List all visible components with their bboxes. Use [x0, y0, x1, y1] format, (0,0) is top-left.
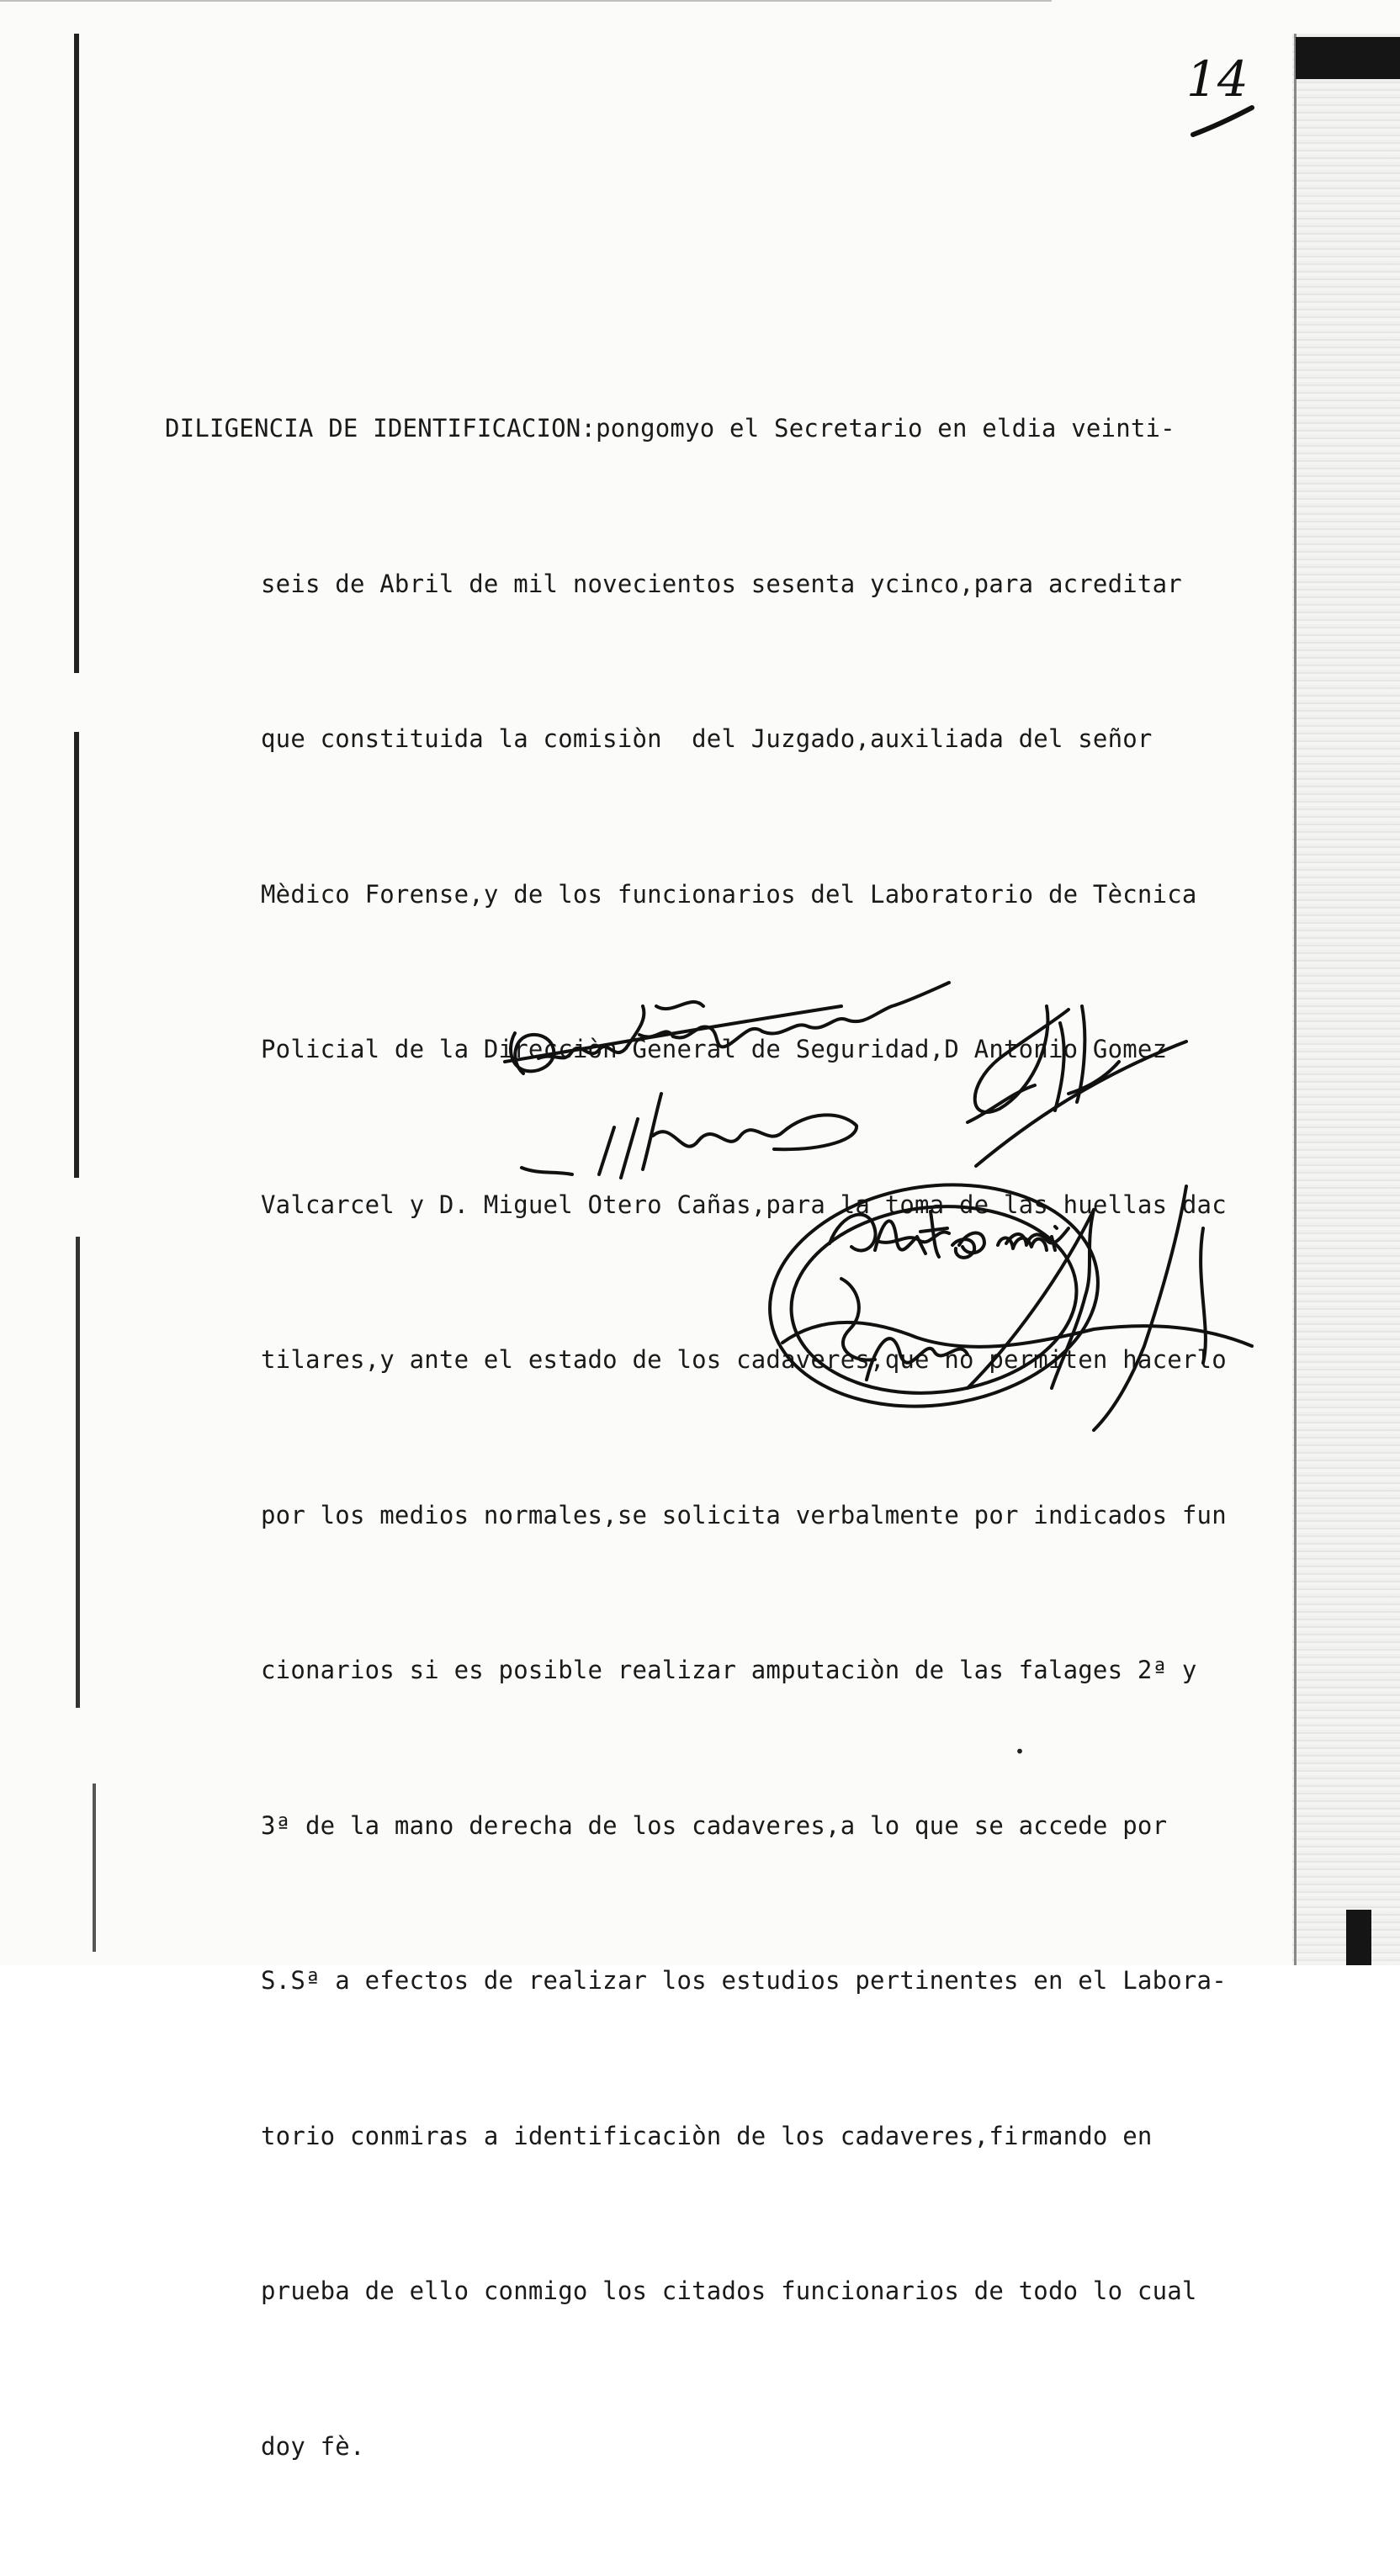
diligencia-text [165, 299, 1292, 2576]
ink-speck: • [1015, 1741, 1026, 1762]
page-number-underline [1186, 101, 1262, 143]
text-line: por los medios normales,se solicita verbalmente por indicados fun [261, 1500, 1227, 1529]
text-line: DILIGENCIA DE IDENTIFICACION:pongomyo el Secretario en eldia veinti- [165, 414, 1175, 443]
text-line: tilares,y ante el estado de los cadaveres,que no permiten hacerlo [261, 1345, 1227, 1374]
scan-top-edge [0, 0, 1052, 2]
scan-left-edge [74, 732, 79, 1178]
scan-left-edge [93, 1784, 96, 1952]
scan-right-border [1294, 34, 1297, 1965]
scan-left-edge [74, 34, 79, 673]
text-line: Mèdico Forense,y de los funcionarios del Laboratorio de Tècnica [261, 879, 1197, 909]
text-line: prueba de ello conmigo los citados funcionarios de todo lo cual [261, 2277, 1197, 2305]
scan-corner-mark [1346, 1910, 1371, 1965]
scan-left-edge [76, 1237, 80, 1708]
page-number: 14 [1186, 50, 1249, 108]
text-line: seis de Abril de mil novecientos sesenta ycinco,para acreditar [261, 569, 1182, 598]
text-line: cionarios si es posible realizar amputaciòn de las falages 2ª y [261, 1656, 1197, 1684]
text-line: 3ª de la mano derecha de los cadaveres,a lo que se accede por [261, 1810, 1168, 1840]
text-line: S.Sª a efectos de realizar los estudios pertinentes en el Labora- [261, 1966, 1227, 1995]
text-line: Valcarcel y D. Miguel Otero Cañas,para la toma de las huellas dac [261, 1190, 1227, 1219]
scan-corner-mark [1296, 37, 1400, 79]
text-line: Policial de la Direcciòn General de Seguridad,D Antonio Gomez [261, 1035, 1168, 1063]
text-line: que constituida la comisiòn del Juzgado,auxiliada del señor [261, 724, 1153, 753]
scan-right-edge [1292, 34, 1400, 1965]
text-line: doy fè. [261, 2431, 365, 2461]
text-line: torio conmiras a identificaciòn de los cadaveres,firmando en [261, 2121, 1153, 2150]
